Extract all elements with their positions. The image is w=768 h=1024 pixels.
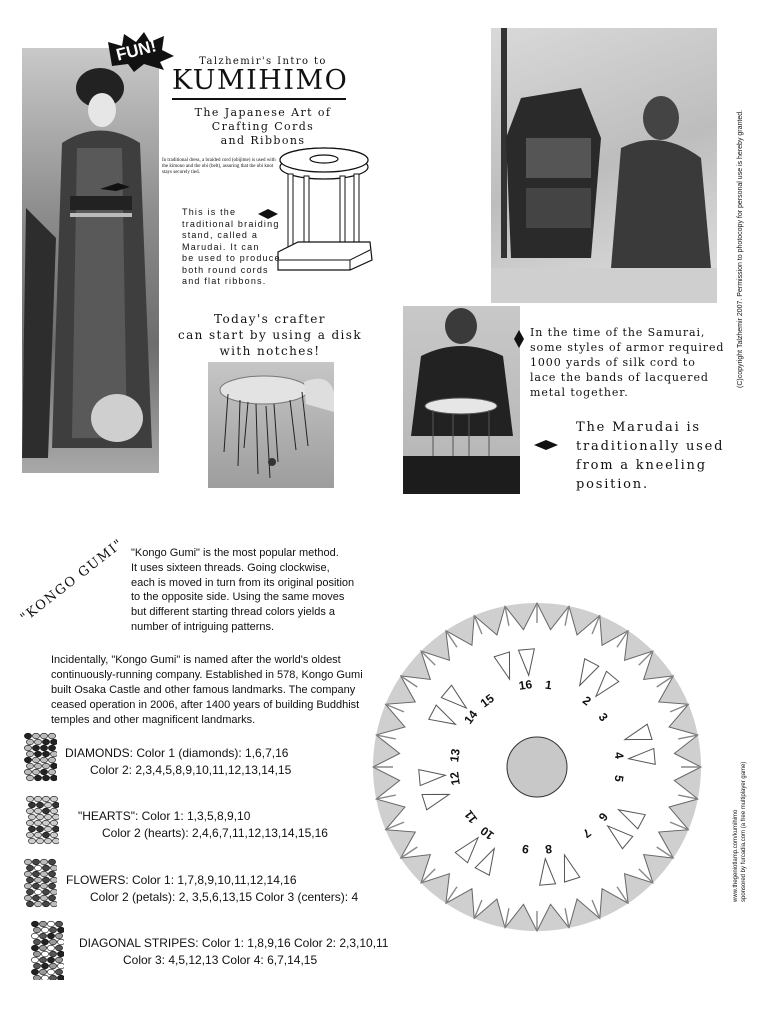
subtitle-line: The Japanese Art of	[194, 106, 332, 119]
swatch-bead	[41, 963, 48, 969]
swatch-bead	[47, 921, 54, 927]
swatch-bead	[34, 901, 41, 907]
disk-note-line: Today's crafter	[214, 312, 326, 326]
swatch-bead	[26, 877, 33, 883]
swatch-bead	[50, 889, 57, 895]
pattern-line-2: Color 2 (petals): 2, 3,5,6,13,15 Color 3 (centers): 4	[90, 890, 359, 904]
swatch-bead	[34, 889, 41, 895]
swatch-bead	[50, 751, 57, 757]
swatch-bead	[55, 945, 62, 951]
thread-number: 7	[579, 825, 594, 841]
thread-number: 16	[517, 677, 534, 693]
swatch-bead	[32, 871, 39, 877]
thread-number: 15	[477, 691, 497, 711]
swatch-bead	[48, 769, 55, 775]
site-credit-line: www.thegeniotlamp.com/kumihimo	[733, 809, 739, 902]
pointer-arrow-icon	[514, 330, 524, 348]
swatch-bead	[55, 957, 62, 963]
swatch-bead	[39, 945, 46, 951]
swatch-bead	[32, 757, 39, 763]
swatch-bead	[42, 739, 49, 745]
swatch-bead	[42, 763, 49, 769]
swatch-bead	[47, 969, 54, 975]
pattern-line-1: DIAGONAL STRIPES: Color 1: 1,8,9,16 Color 2: 2,3,10,11	[79, 936, 389, 950]
marudai-note-line: Marudai. It can	[182, 241, 260, 252]
swatch-bead	[33, 927, 40, 933]
swatch-bead	[57, 975, 64, 980]
swatch-bead	[39, 969, 46, 975]
swatch-bead	[40, 895, 47, 901]
disk-threads-photo	[208, 362, 334, 488]
swatch-bead	[39, 933, 46, 939]
thread-number: 13	[447, 747, 463, 764]
swatch-bead	[26, 901, 33, 907]
pattern-line-2: Color 2 (hearts): 2,4,6,7,11,12,13,14,15,16	[102, 826, 328, 840]
pattern-line-2: Color 2: 2,3,4,5,8,9,10,11,12,13,14,15	[90, 763, 292, 777]
swatch-bead	[33, 963, 40, 969]
swatch-bead	[55, 969, 62, 975]
swatch-bead	[24, 769, 31, 775]
pattern-line-2: Color 3: 4,5,12,13 Color 4: 6,7,14,15	[123, 953, 318, 967]
swatch-bead	[52, 826, 59, 832]
swatch-bead	[26, 739, 33, 745]
thread-number: 5	[611, 774, 627, 783]
copyright-note: (C)copyright Talzhemir 2007. Permission to photocopy for personal use is hereby granted.	[737, 109, 744, 388]
swatch-bead	[36, 838, 43, 844]
swatch-bead	[24, 757, 31, 763]
swatch-bead	[41, 927, 48, 933]
swatch-bead	[32, 895, 39, 901]
swatch-bead	[34, 808, 41, 814]
swatch-bead	[26, 832, 33, 838]
swatch-bead	[48, 745, 55, 751]
pattern-line-1: DIAMONDS: Color 1 (diamonds): 1,6,7,16	[65, 746, 289, 760]
samurai-note-line: some styles of armor required	[530, 341, 725, 354]
swatch-bead	[24, 895, 31, 901]
swatch-bead	[41, 951, 48, 957]
swatch-bead	[28, 814, 35, 820]
swatch-bead	[44, 838, 51, 844]
disk-note-line: can start by using a disk	[177, 328, 363, 342]
swatch-bead	[28, 802, 35, 808]
swatch-bead	[48, 733, 55, 739]
swatch-bead	[50, 901, 57, 907]
swatch-bead	[36, 814, 43, 820]
swatch-bead	[42, 865, 49, 871]
thread-number: 12	[447, 770, 463, 787]
swatch-bead	[55, 933, 62, 939]
kongo-history-line: temples and other magnificent landmarks.	[51, 714, 256, 726]
swatch-bead	[42, 751, 49, 757]
swatch-bead	[28, 826, 35, 832]
disk-note-line: with notches!	[219, 344, 321, 358]
swatch-bead	[26, 808, 33, 814]
pointer-arrow-icon	[100, 180, 130, 192]
swatch-bead	[33, 951, 40, 957]
swatch-bead	[39, 921, 46, 927]
swatch-bead	[32, 769, 39, 775]
marudai-note-line: This is the	[182, 207, 237, 217]
swatch-bead	[34, 877, 41, 883]
swatch-bead	[42, 877, 49, 883]
swatch-bead	[34, 739, 41, 745]
site-credit	[732, 762, 748, 902]
page-title: KUMIHIMO	[172, 64, 346, 100]
kumihimo-disk	[367, 597, 707, 937]
fun-badge	[104, 32, 176, 72]
swatch-bead	[26, 820, 33, 826]
swatch-bead	[40, 745, 47, 751]
swatch-bead	[57, 951, 64, 957]
swatch-bead	[40, 871, 47, 877]
swatch-bead	[26, 796, 33, 802]
swatch-bead	[50, 796, 57, 802]
swatch-bead	[24, 745, 31, 751]
disk-note	[170, 311, 370, 359]
swatch-bead	[34, 796, 41, 802]
kongo-intro	[131, 546, 354, 635]
hearts-pattern-text	[78, 808, 328, 842]
swatch-bead	[52, 814, 59, 820]
samurai-note	[530, 325, 724, 400]
swatch-bead	[42, 775, 49, 781]
swatch-bead	[44, 814, 51, 820]
swatch-bead	[40, 757, 47, 763]
kongo-history-line: continuously-running company. Established in 578, Kongo Gumi	[51, 669, 363, 681]
swatch-bead	[41, 939, 48, 945]
swatch-bead	[34, 751, 41, 757]
swatch-bead	[48, 757, 55, 763]
swatch-bead	[50, 775, 57, 781]
thread-number: 6	[595, 809, 611, 824]
marudai-note	[182, 207, 281, 288]
swatch-bead	[40, 859, 47, 865]
kongo-gumi-heading: "KONGO GUMI"	[18, 536, 127, 626]
swatch-bead	[34, 865, 41, 871]
swatch-bead	[39, 957, 46, 963]
swatch-bead	[41, 975, 48, 980]
swatch-bead	[26, 763, 33, 769]
kongo-intro-line: It uses sixteen threads. Going clockwise,	[131, 561, 330, 574]
swatch-bead	[42, 808, 49, 814]
swatch-bead	[50, 877, 57, 883]
thread-number: 14	[461, 707, 481, 727]
swatch-bead	[47, 957, 54, 963]
swatch-bead	[26, 751, 33, 757]
thread-number: 2	[579, 693, 594, 709]
swatch-bead	[49, 975, 56, 980]
samurai-note-line: In the time of the Samurai,	[530, 326, 706, 339]
kongo-intro-line: to the opposite side. Using the same moves	[131, 591, 345, 604]
swatch-bead	[44, 802, 51, 808]
pattern-line-1: FLOWERS: Color 1: 1,7,8,9,10,11,12,14,16	[66, 873, 297, 887]
kongo-history	[51, 653, 363, 728]
thread-number: 1	[544, 677, 553, 693]
marudai-note-line: traditional braiding	[182, 218, 280, 229]
swatch-bead	[34, 775, 41, 781]
marudai-note-line: be used to produce	[182, 253, 281, 263]
swatch-bead	[24, 733, 31, 739]
thread-number: 9	[521, 841, 530, 857]
intro-line: Talzhemir's Intro to	[199, 56, 327, 67]
swatch-bead	[40, 769, 47, 775]
samurai-note-line: lace the bands of lacquered	[530, 371, 709, 384]
kongo-history-line: Incidentally, "Kongo Gumi" is named after the world's oldest	[51, 654, 341, 666]
thread-number: 8	[544, 841, 553, 857]
swatch-bead	[31, 969, 38, 975]
kongo-intro-line: "Kongo Gumi" is the most popular method.	[131, 547, 339, 559]
disk-center-hole	[507, 737, 567, 797]
flowers-pattern-text	[66, 872, 358, 906]
fun-badge-label: FUN!	[114, 36, 159, 65]
marudai-note-line: and flat ribbons.	[182, 276, 267, 286]
swatch-bead	[31, 945, 38, 951]
pointer-arrow-icon	[534, 437, 558, 447]
swatch-bead	[33, 939, 40, 945]
swatch-bead	[42, 832, 49, 838]
swatch-bead	[33, 975, 40, 980]
swatch-bead	[26, 889, 33, 895]
kongo-intro-line: number of intriguing patterns.	[131, 620, 275, 633]
swatch-bead	[49, 951, 56, 957]
swatch-bead	[57, 939, 64, 945]
swatch-bead	[48, 859, 55, 865]
subtitle-line: and Ribbons	[220, 134, 306, 147]
swatch-bead	[48, 895, 55, 901]
kneeling-note-line: position.	[576, 477, 649, 492]
swatch-bead	[49, 963, 56, 969]
swatch-bead	[34, 832, 41, 838]
obi-note: In traditional dress, a braided cord (obijime) is used with the kimono and the obi (belt), assuring that the obi knot stays securely tied.	[162, 158, 276, 175]
swatch-bead	[31, 921, 38, 927]
swatch-bead	[24, 883, 31, 889]
stripes-swatch	[30, 920, 64, 982]
swatch-bead	[57, 927, 64, 933]
swatch-bead	[50, 763, 57, 769]
samurai-armor-photo	[491, 28, 717, 303]
swatch-bead	[34, 763, 41, 769]
kongo-intro-line: but different starting thread colors yields a	[131, 606, 336, 619]
swatch-bead	[52, 838, 59, 844]
swatch-bead	[32, 733, 39, 739]
swatch-bead	[48, 871, 55, 877]
swatch-bead	[40, 883, 47, 889]
swatch-bead	[26, 775, 33, 781]
thread-number: 11	[461, 807, 481, 827]
diamonds-pattern-text	[65, 745, 291, 779]
swatch-bead	[42, 889, 49, 895]
swatch-bead	[26, 865, 33, 871]
stripes-pattern-text	[79, 935, 388, 969]
swatch-bead	[34, 820, 41, 826]
hearts-swatch	[25, 795, 59, 857]
swatch-bead	[36, 826, 43, 832]
swatch-bead	[32, 859, 39, 865]
marudai-note-line: both round cords	[182, 264, 269, 275]
swatch-bead	[50, 865, 57, 871]
swatch-bead	[42, 901, 49, 907]
swatch-bead	[40, 733, 47, 739]
swatch-bead	[31, 933, 38, 939]
thread-number: 10	[477, 823, 497, 843]
swatch-bead	[52, 802, 59, 808]
pattern-line-1: "HEARTS": Color 1: 1,3,5,8,9,10	[78, 809, 251, 823]
kneeling-note-line: from a kneeling	[576, 458, 707, 473]
kneeling-note-line: traditionally used	[576, 439, 725, 454]
swatch-bead	[49, 927, 56, 933]
swatch-bead	[42, 820, 49, 826]
flowers-swatch	[23, 858, 57, 920]
swatch-bead	[57, 963, 64, 969]
swatch-bead	[50, 820, 57, 826]
braider-photo	[403, 306, 520, 494]
samurai-note-line: metal together.	[530, 386, 629, 399]
thread-number: 4	[611, 751, 627, 760]
swatch-bead	[32, 883, 39, 889]
swatch-bead	[24, 859, 31, 865]
kneeling-note	[576, 418, 724, 494]
kongo-history-line: built Osaka Castle and other famous landmarks. The company	[51, 684, 356, 696]
kongo-intro-line: each is moved in turn from its original position	[131, 576, 355, 589]
thread-number: 3	[595, 710, 611, 725]
swatch-bead	[50, 739, 57, 745]
kimono-woman-photo	[22, 48, 159, 473]
swatch-bead	[28, 838, 35, 844]
site-credit-line: sponsored by furcadia.com (a free multiplayer game)	[741, 761, 747, 902]
swatch-bead	[47, 945, 54, 951]
marudai-note-line: stand, called a	[182, 230, 259, 240]
swatch-bead	[24, 871, 31, 877]
swatch-bead	[50, 832, 57, 838]
swatch-bead	[44, 826, 51, 832]
marudai-drawing	[274, 140, 374, 275]
swatch-bead	[50, 808, 57, 814]
swatch-bead	[32, 745, 39, 751]
subtitle-line: Crafting Cords	[211, 120, 315, 133]
kongo-history-line: ceased operation in 2006, after 1400 years of building Buddhist	[51, 699, 360, 711]
samurai-note-line: 1000 yards of silk cord to	[530, 356, 696, 369]
kneeling-note-line: The Marudai is	[576, 420, 701, 435]
swatch-bead	[48, 883, 55, 889]
swatch-bead	[42, 796, 49, 802]
swatch-bead	[55, 921, 62, 927]
swatch-bead	[31, 957, 38, 963]
swatch-bead	[47, 933, 54, 939]
swatch-bead	[36, 802, 43, 808]
diamonds-swatch	[23, 732, 57, 794]
swatch-bead	[49, 939, 56, 945]
